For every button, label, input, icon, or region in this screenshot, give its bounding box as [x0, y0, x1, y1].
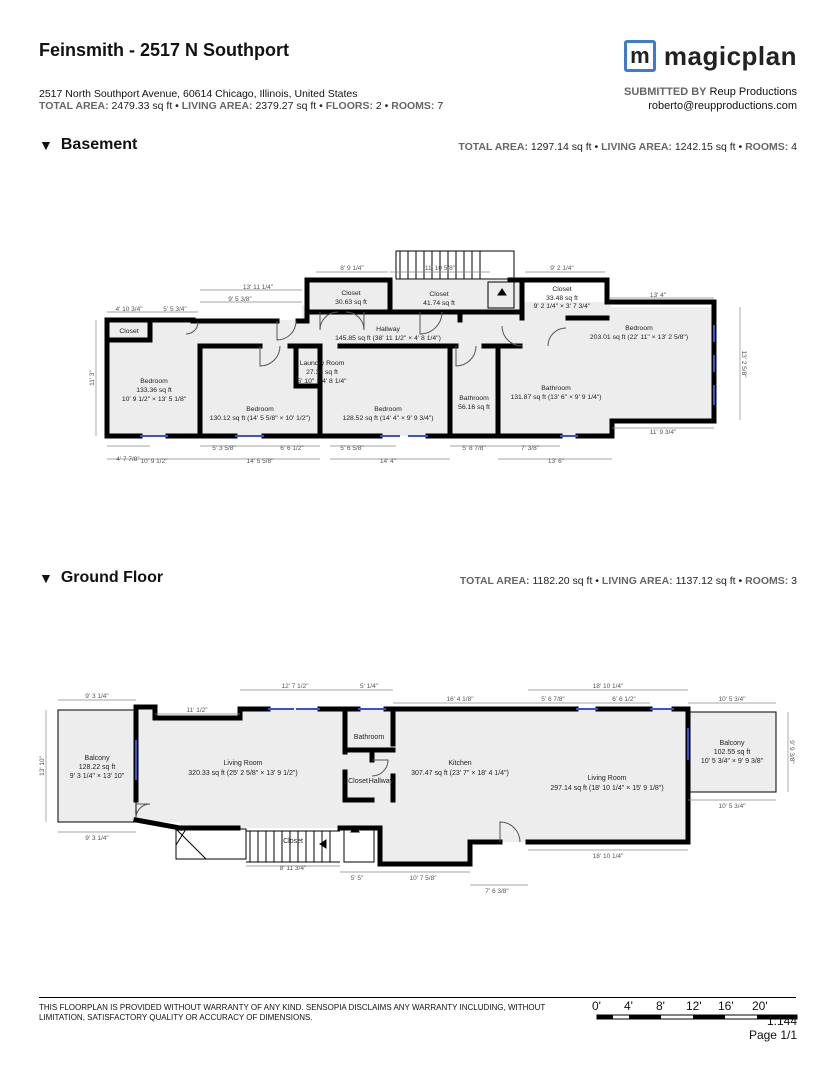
dimension-label: 18' 10 1/4"	[592, 683, 624, 690]
ground-rooms-label: ROOMS:	[745, 575, 789, 587]
room-dims: 10' 9 1/2" × 13' 5 1/8"	[121, 396, 187, 403]
dimension-label: 5' 1/4"	[359, 683, 379, 690]
room-label: Hallway	[368, 778, 394, 785]
basement-total-area-label: TOTAL AREA:	[458, 141, 528, 153]
scale-tick: 12'	[686, 999, 702, 1013]
dimension-label: 4' 10 3/4"	[115, 306, 143, 313]
dimension-label: 6' 6 1/2"	[280, 445, 304, 452]
room-area: 320.33 sq ft (25' 2 5/8" × 13' 9 1/2")	[188, 770, 298, 777]
dimension-label: 13' 4"	[649, 292, 667, 299]
dimension-label: 9' 3 1/4"	[85, 835, 109, 842]
room-area: 130.12 sq ft (14' 5 5/8" × 10' 1/2")	[209, 415, 311, 422]
room-label: Balcony	[84, 755, 110, 762]
dimension-label: 5' 3 5/8"	[212, 445, 236, 452]
ground-stats: TOTAL AREA: 1182.20 sq ft • LIVING AREA: 1137.12 sq ft • ROOMS: 3	[459, 575, 797, 587]
dimension-label: 14' 5 5/8"	[246, 458, 274, 465]
room-area: 133.36 sq ft	[136, 387, 172, 394]
room-dims: 10' 5 3/4" × 9' 9 3/8"	[700, 758, 764, 765]
collapse-triangle-icon[interactable]: ▼	[39, 137, 53, 153]
dimension-label: 5' 5 3/4"	[163, 306, 187, 313]
room-label: Living Room	[587, 775, 627, 782]
rooms-label: ROOMS:	[391, 100, 435, 112]
room-area: 30.63 sq ft	[335, 299, 367, 306]
dimension-label: 13' 6"	[547, 458, 565, 465]
plan-title: Feinsmith - 2517 N Southport	[39, 40, 290, 60]
total-area-value: 2479.33 sq ft	[111, 100, 173, 112]
room-label: Bedroom	[140, 378, 168, 385]
ground-section-header[interactable]	[39, 569, 163, 587]
room-label: Bathroom	[353, 734, 385, 741]
dimension-label: 6' 6 1/2"	[612, 696, 636, 703]
scale-tick: 8'	[656, 999, 665, 1013]
dimension-label: 11' 3"	[89, 370, 96, 386]
room-dims: 9' 3 1/4" × 13' 10"	[69, 773, 125, 780]
submitted-label: SUBMITTED BY	[623, 86, 707, 98]
dimension-label: 12' 7 1/2"	[281, 683, 309, 690]
basement-living-area-label: LIVING AREA:	[601, 141, 672, 153]
ground-total-area-label: TOTAL AREA:	[459, 575, 530, 587]
room-dims: 5' 10" × 4' 8 1/4"	[297, 378, 347, 385]
ground-living-area-label: LIVING AREA:	[601, 575, 673, 587]
dimension-label: 5' 8 7/8"	[462, 445, 486, 452]
room-area: 56.16 sq ft	[458, 404, 490, 411]
dimension-label: 16' 4 1/8"	[446, 696, 474, 703]
dimension-label: 11' 9 3/4"	[649, 429, 677, 436]
dimension-label: 8' 9 1/4"	[340, 265, 364, 272]
room-area: 128.52 sq ft (14' 4" × 9' 9 3/4")	[342, 415, 434, 422]
room-area: 102.55 sq ft	[713, 749, 751, 756]
room-label: Closet	[341, 290, 361, 297]
dimension-label: 4' 7 7/8"	[116, 456, 140, 463]
dimension-label: 9' 2 1/4"	[550, 265, 574, 272]
ground-living-area: 1137.12 sq ft	[675, 575, 736, 587]
dimension-label: 7' 6 3/8"	[485, 888, 509, 895]
room-label: Closet	[283, 838, 303, 845]
footer-divider	[39, 997, 796, 998]
dimension-label: 7' 3/8"	[520, 445, 540, 452]
room-label: Closet	[119, 328, 139, 335]
dimension-label: 8' 11 3/4"	[279, 865, 307, 872]
dimension-label: 10' 7 5/8"	[409, 875, 437, 882]
collapse-triangle-icon[interactable]: ▼	[39, 570, 53, 586]
dimension-label: 9' 3 1/4"	[85, 693, 109, 700]
dimension-label: 5' 5"	[350, 875, 364, 882]
basement-rooms-label: ROOMS:	[745, 141, 789, 153]
ground-title: Ground Floor	[60, 569, 164, 586]
room-label: Bedroom	[374, 406, 402, 413]
scale-tick: 4'	[624, 999, 633, 1013]
ground-stairs	[176, 826, 374, 862]
room-label: Kitchen	[448, 760, 472, 767]
dimension-label: 9' 5 3/8"	[228, 296, 252, 303]
dimension-label: 10' 5 3/4"	[718, 803, 746, 810]
total-area-label: TOTAL AREA:	[39, 100, 109, 112]
dimension-label: 18' 10 1/4"	[592, 853, 624, 860]
property-totals: TOTAL AREA: 2479.33 sq ft • LIVING AREA: 2379.27 sq ft • FLOORS: 2 • ROOMS: 7	[39, 100, 444, 112]
room-label: Bedroom	[625, 325, 653, 332]
room-area: 203.01 sq ft (22' 11" × 13' 2 5/8")	[589, 334, 689, 341]
dimension-label: 14' 4"	[379, 458, 397, 465]
dimension-label: 9' 9 3/8"	[788, 740, 795, 764]
scale-tick: 0'	[592, 999, 601, 1013]
basement-plan	[89, 251, 747, 465]
logo-mark-icon: m	[624, 40, 656, 72]
living-area-label: LIVING AREA:	[181, 100, 253, 112]
room-label: Hallway	[376, 326, 400, 333]
room-label: Bathroom	[459, 395, 489, 402]
dimension-label: 10' 5 3/4"	[718, 696, 746, 703]
room-label: Bedroom	[246, 406, 274, 413]
disclaimer: THIS FLOORPLAN IS PROVIDED WITHOUT WARRANTY OF ANY KIND. SENSOPIA DISCLAIMS ANY WARRANTY INCLUDING, WITHOUT LIMITATION, SATISFACTORY QUALITY OR ACCURACY OF DIMENSIONS.	[39, 1003, 546, 1022]
dimension-label: 5' 6 7/8"	[541, 696, 565, 703]
scale-tick: 20'	[752, 999, 768, 1013]
ground-floor-plan	[39, 683, 795, 895]
dimension-label: 11' 10 5/8"	[424, 265, 456, 272]
living-area-value: 2379.27 sq ft	[255, 100, 317, 112]
room-area: 131.87 sq ft (13' 6" × 9' 9 1/4")	[510, 394, 602, 401]
scale-tick-labels	[590, 999, 802, 1013]
room-dims: 9' 2 1/4" × 3' 7 3/4"	[533, 303, 591, 310]
rooms-value: 7	[437, 100, 444, 112]
scale-tick: 16'	[718, 999, 734, 1013]
room-label: Closet	[429, 291, 449, 298]
room-label: Laundry Room	[299, 360, 345, 367]
dimension-label: 10' 9 1/2"	[140, 458, 168, 465]
dimension-label: 11' 1/2"	[186, 707, 208, 714]
room-area: 41.74 sq ft	[423, 300, 455, 307]
basement-living-area: 1242.15 sq ft	[674, 141, 736, 153]
submitter-name: Reup Productions	[709, 86, 797, 98]
basement-title: Basement	[60, 136, 138, 153]
dimension-label: 13' 2 5/8"	[740, 350, 747, 378]
room-label: Bathroom	[541, 385, 571, 392]
ground-rooms: 3	[791, 575, 797, 587]
logo-wordmark: magicplan	[663, 40, 797, 71]
room-area: 297.14 sq ft (18' 10 1/4" × 15' 9 1/8")	[550, 785, 664, 792]
property-address: 2517 North Southport Avenue, 60614 Chicago, Illinois, United States	[39, 88, 358, 100]
dimension-label: 13' 10"	[39, 756, 46, 776]
page-number: Page 1/1	[748, 1028, 797, 1042]
room-label: Balcony	[719, 740, 745, 747]
submitter-email: roberto@reupproductions.com	[648, 100, 797, 112]
ground-total-area: 1182.20 sq ft	[532, 575, 593, 587]
floors-value: 2	[375, 100, 382, 112]
basement-stats: TOTAL AREA: 1297.14 sq ft • LIVING AREA: 1242.15 sq ft • ROOMS: 4	[458, 141, 797, 153]
floors-label: FLOORS:	[325, 100, 373, 112]
dimension-label: 5' 6 5/8"	[340, 445, 364, 452]
room-area: 33.48 sq ft	[546, 295, 578, 302]
room-area: 307.47 sq ft (23' 7" × 18' 4 1/4")	[411, 770, 509, 777]
scale-ratio: 1:144	[766, 1014, 797, 1028]
room-label: Closet	[552, 286, 572, 293]
dimension-label: 13' 11 1/4"	[242, 284, 274, 291]
basement-total-area: 1297.14 sq ft	[530, 141, 592, 153]
room-label: Living Room	[223, 760, 263, 767]
basement-rooms: 4	[791, 141, 797, 153]
room-area: 128.22 sq ft	[78, 764, 116, 771]
room-label: Closet	[348, 778, 368, 785]
room-area: 27.33 sq ft	[306, 369, 338, 376]
room-area: 145.85 sq ft (38' 11 1/2" × 4' 8 1/4")	[335, 335, 441, 342]
